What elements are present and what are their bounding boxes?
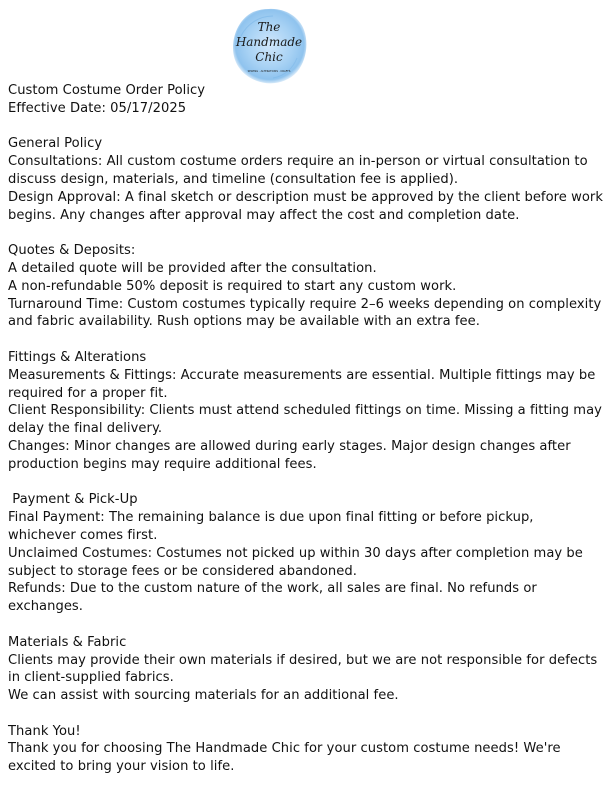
- section-heading-fittings-alterations: Fittings & Alterations: [8, 349, 147, 365]
- logo-tagline: SEWING · ALTERATIONS · CRAFTS: [247, 70, 291, 73]
- section-heading-materials-fabric: Materials & Fabric: [8, 634, 127, 650]
- policy-line: Thank you for choosing The Handmade Chic for your custom costume needs! We're excited to bring your vision to life.: [8, 741, 561, 775]
- section-heading-quotes-deposits: Quotes & Deposits:: [8, 243, 136, 259]
- policy-line: A non-refundable 50% deposit is required to start any custom work.: [8, 278, 457, 294]
- brand-logo: [229, 6, 309, 86]
- policy-line: A detailed quote will be provided after the consultation.: [8, 260, 377, 276]
- policy-line: Unclaimed Costumes: Costumes not picked up within 30 days after completion may be subject to storage fees or be considered abandoned.: [8, 545, 583, 579]
- effective-date: Effective Date: 05/17/2025: [8, 100, 187, 116]
- spacer: [8, 331, 603, 349]
- spacer: [8, 705, 603, 723]
- logo-watercolor-icon: [229, 6, 309, 86]
- section-heading-general-policy: General Policy: [8, 136, 103, 152]
- policy-line: Changes: Minor changes are allowed during early stages. Major design changes after production begins may require additional fees.: [8, 438, 571, 472]
- policy-line: Turnaround Time: Custom costumes typically require 2–6 weeks depending on complexity and fabric availability. Rush options may be available with an extra fee.: [8, 296, 602, 330]
- policy-document: [8, 82, 603, 776]
- section-heading-thank-you: Thank You!: [8, 723, 81, 739]
- policy-line: Client Responsibility: Clients must attend scheduled fittings on time. Missing a fitting may delay the final delivery.: [8, 403, 602, 437]
- spacer: [8, 616, 603, 634]
- logo-line-1: The: [257, 20, 281, 34]
- spacer: [8, 474, 603, 492]
- policy-line: Consultations: All custom costume orders require an in-person or virtual consultation to discuss design, materials, and timeline (consultation fee is applied).: [8, 154, 588, 187]
- logo-line-3: Chic: [255, 50, 283, 64]
- section-heading-payment-pickup: Payment & Pick-Up: [8, 492, 138, 508]
- policy-line: Clients may provide their own materials if desired, but we are not responsible for defects in client-supplied fabrics.: [8, 652, 598, 686]
- policy-line: We can assist with sourcing materials for an additional fee.: [8, 688, 399, 704]
- policy-line: Measurements & Fittings: Accurate measurements are essential. Multiple fittings may be required for a proper fit.: [8, 367, 596, 401]
- policy-line: Refunds: Due to the custom nature of the work, all sales are final. No refunds or exchanges.: [8, 581, 537, 615]
- policy-line: Design Approval: A final sketch or description must be approved by the client before work begins. Any changes after approval may affect the cost and completion date.: [8, 189, 604, 223]
- document-title: Custom Costume Order Policy: [8, 83, 206, 98]
- policy-line: Final Payment: The remaining balance is due upon final fitting or before pickup, whichever comes first.: [8, 510, 534, 543]
- spacer: [8, 224, 603, 242]
- logo-line-2: Handmade: [235, 35, 303, 49]
- spacer: [8, 118, 603, 136]
